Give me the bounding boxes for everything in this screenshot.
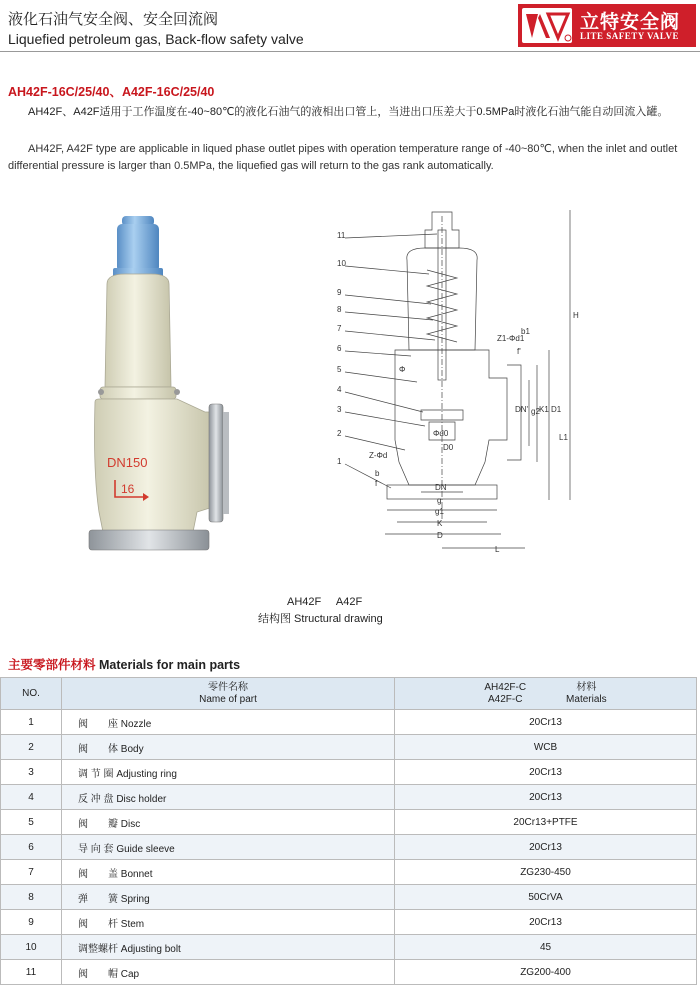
row-no: 9 xyxy=(1,910,62,935)
materials-table xyxy=(0,677,697,985)
callout-1: 1 xyxy=(337,457,342,466)
row-material: 20Cr13+PTFE xyxy=(395,810,697,835)
row-material: WCB xyxy=(395,735,697,760)
row-part-name: 阀 杆 Stem xyxy=(62,910,395,935)
dim-g2: g2 xyxy=(531,407,540,416)
row-part-name: 弹 簧 Spring xyxy=(62,885,395,910)
dim-b1: b1 xyxy=(521,327,530,336)
description-cn: AH42F、A42F适用于工作温度在-40~80℃的液化石油气的液相出口管上，当进出口压差大于0.5MPa时液化石油气能自动回流入罐。 xyxy=(28,106,669,118)
row-part-name: 阀 座 Nozzle xyxy=(62,710,395,735)
row-material: 20Cr13 xyxy=(395,835,697,860)
row-material: ZG200-400 xyxy=(395,960,697,985)
model-title: AH42F-16C/25/40、A42F-16C/25/40 xyxy=(8,85,215,99)
callout-5: 5 xyxy=(337,365,342,374)
dim-d0-inner: D0 xyxy=(443,443,454,452)
row-no: 11 xyxy=(1,960,62,985)
callout-9: 9 xyxy=(337,288,342,297)
header-model-1: AH42F-C xyxy=(484,681,527,693)
row-part-name: 阀 体 Body xyxy=(62,735,395,760)
row-material: 20Cr13 xyxy=(395,910,697,935)
row-material: 45 xyxy=(395,935,697,960)
materials-title-en: Materials for main parts xyxy=(99,658,241,672)
dim-dn: DN xyxy=(435,483,447,492)
table-row xyxy=(1,910,697,935)
callout-10: 10 xyxy=(337,259,346,268)
dim-l1: L1 xyxy=(559,433,568,442)
table-row xyxy=(1,960,697,985)
header-name-cn: 零件名称 xyxy=(208,681,248,693)
callout-4: 4 xyxy=(337,385,342,394)
row-no: 1 xyxy=(1,710,62,735)
dim-b: b xyxy=(375,469,380,478)
table-row xyxy=(1,735,697,760)
table-row xyxy=(1,785,697,810)
page-title-cn: 液化石油气安全阀、安全回流阀 xyxy=(8,11,219,28)
photo-dn-label: DN150 xyxy=(107,455,148,470)
row-no: 10 xyxy=(1,935,62,960)
table-row xyxy=(1,760,697,785)
dim-k: K xyxy=(437,519,443,528)
page-title-en: Liquefied petroleum gas, Back-flow safety valve xyxy=(8,31,304,47)
header-divider xyxy=(0,51,700,52)
header-name-en: Name of part xyxy=(199,693,257,705)
brand-mark-icon xyxy=(522,8,572,43)
drawing-models-label: AH42F A42F xyxy=(287,596,363,608)
row-part-name: 调 节 圈 Adjusting ring xyxy=(62,760,395,785)
table-row xyxy=(1,835,697,860)
table-row xyxy=(1,885,697,910)
row-material: 50CrVA xyxy=(395,885,697,910)
table-row xyxy=(1,710,697,735)
dim-z: Z-Φd xyxy=(369,451,388,460)
callout-2: 2 xyxy=(337,429,342,438)
row-material: 20Cr13 xyxy=(395,710,697,735)
row-material: ZG230-450 xyxy=(395,860,697,885)
materials-title-cn: 主要零部件材料 xyxy=(8,658,96,672)
callout-3: 3 xyxy=(337,405,342,414)
callout-8: 8 xyxy=(337,305,342,314)
dim-phi: Φ xyxy=(399,365,406,374)
dim-d1: D1 xyxy=(551,405,562,414)
dim-h: H xyxy=(573,311,579,320)
table-row xyxy=(1,935,697,960)
dim-z1: Z1-Φd1 xyxy=(497,334,525,343)
brand-name-cn: 立特安全阀 xyxy=(580,12,681,33)
dim-g: g xyxy=(437,496,442,505)
dim-f: f xyxy=(375,479,378,488)
structural-drawing xyxy=(325,200,605,565)
dim-d0: Φd0 xyxy=(433,429,449,438)
row-part-name: 调整螺杆 Adjusting bolt xyxy=(62,935,395,960)
materials-section-title xyxy=(8,655,240,673)
row-material: 20Cr13 xyxy=(395,760,697,785)
callout-11: 11 xyxy=(337,231,346,240)
brand-logo xyxy=(518,4,696,47)
row-no: 2 xyxy=(1,735,62,760)
dim-d: D xyxy=(437,531,443,540)
row-part-name: 反 冲 盘 Disc holder xyxy=(62,785,395,810)
dim-k1: K1 xyxy=(539,405,549,414)
row-material: 20Cr13 xyxy=(395,785,697,810)
valve-photo xyxy=(85,212,250,557)
callout-6: 6 xyxy=(337,344,342,353)
row-no: 4 xyxy=(1,785,62,810)
row-no: 7 xyxy=(1,860,62,885)
row-no: 3 xyxy=(1,760,62,785)
header-mat-cn: 材料 xyxy=(576,681,597,693)
dim-f-prime: f' xyxy=(517,347,521,356)
table-row xyxy=(1,860,697,885)
header-name xyxy=(62,678,395,710)
header-mat-en: Materials xyxy=(566,693,607,705)
dim-g1: g1 xyxy=(435,507,444,516)
row-no: 6 xyxy=(1,835,62,860)
row-part-name: 阀 盖 Bonnet xyxy=(62,860,395,885)
header-model-2: A42F-C xyxy=(487,693,523,705)
drawing-caption: 结构图 Structural drawing xyxy=(258,613,383,625)
row-no: 8 xyxy=(1,885,62,910)
description-en: AH42F, A42F type are applicable in liqued phase outlet pipes with operation temperature range of -40~80℃, when the inlet and outlet differential pressure is larger than 0.5MPa, the liquefied gas will return to the gas rank automatically. xyxy=(8,143,678,172)
brand-name-en: LITE SAFETY VALVE xyxy=(580,31,680,41)
row-part-name: 阀 瓣 Disc xyxy=(62,810,395,835)
table-header-row xyxy=(1,678,697,710)
header-materials xyxy=(395,678,697,710)
dim-dn-prime: DN' xyxy=(515,405,529,414)
header-no: NO. xyxy=(1,678,62,710)
callout-7: 7 xyxy=(337,324,342,333)
photo-pn-label: 16 xyxy=(121,482,135,496)
row-part-name: 导 向 套 Guide sleeve xyxy=(62,835,395,860)
row-no: 5 xyxy=(1,810,62,835)
row-part-name: 阀 帽 Cap xyxy=(62,960,395,985)
dim-l: L xyxy=(495,545,500,554)
table-row xyxy=(1,810,697,835)
